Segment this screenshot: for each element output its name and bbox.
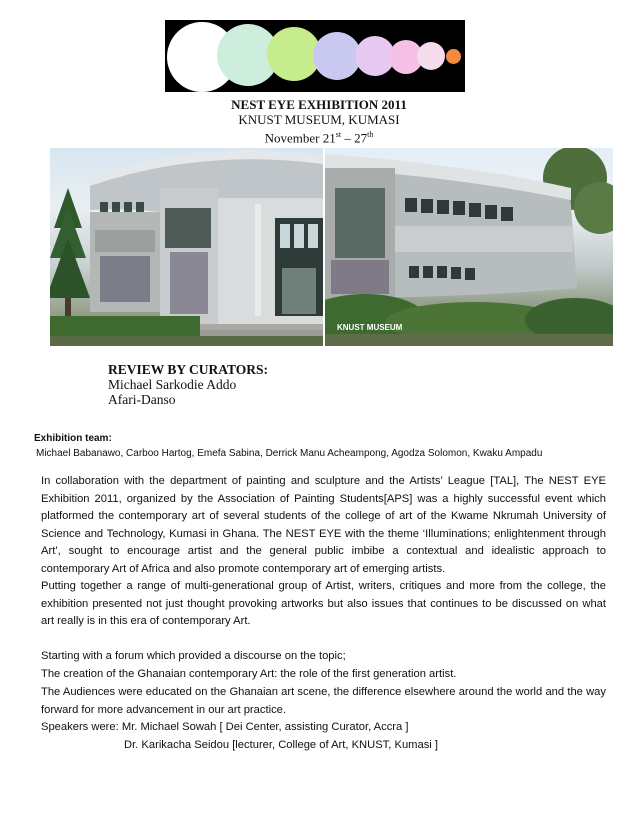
museum-photo-right	[325, 148, 613, 346]
exhibition-dates	[0, 127, 638, 145]
museum-side-illustration	[325, 148, 613, 346]
curator-name-1: Michael Sarkodie Addo	[108, 377, 237, 392]
team-members: Michael Babanawo, Carboo Hartog, Emefa Sabina, Derrick Manu Acheampong, Agodza Solomon, Kwaku Ampadu	[36, 448, 543, 459]
dates-sup-st: st	[335, 130, 342, 139]
dates-mid: – 27	[341, 130, 368, 146]
paragraph-intro: In collaboration with the department of painting and sculpture and the Artists’ League [TAL], The NEST EYE Exhibition 2011, organized by the Association of Painting Students[APS] was a highly successful event which platformed the contemporary art of several students of the college of art of the Kwame Nkrumah University of Science and Technology, Kumasi in Ghana. The NEST EYE with the theme ‘Illuminations; enlightenment through Art’, sought to encourage artist and the general public imbibe a contextual and idealistic approach to contemporary Art of Africa and also promote contemporary art of emerging artists.	[41, 475, 606, 575]
museum-entrance-illustration	[50, 148, 323, 346]
exhibition-venue: KNUST MUSEUM, KUMASI	[238, 112, 400, 127]
banner-circle-7	[417, 42, 445, 70]
banner-circle-8	[446, 49, 461, 64]
exhibition-title: NEST EYE EXHIBITION 2011	[231, 97, 407, 112]
paragraph-generations: Putting together a range of multi-generational group of Artist, writers, critiques and more from the college, the exhibition presented not just thought provoking artworks but also issues that continues to be discussed on what art really is in this era of contemporary Art.	[41, 580, 606, 627]
audience-paragraph: The Audiences were educated on the Ghanaian art scene, the difference elsewhere around the world and the way forward for more advancement in our art practice.	[41, 686, 606, 716]
curator-name-2: Afari-Danso	[108, 392, 176, 407]
banner-circle-4	[313, 32, 361, 80]
museum-photo-left	[50, 148, 323, 346]
review-title: REVIEW BY CURATORS:	[108, 362, 269, 377]
forum-topic: The creation of the Ghanaian contemporary Art: the role of the first generation artist.	[41, 668, 457, 680]
photo-caption: KNUST MUSEUM	[337, 323, 403, 332]
forum-intro: Starting with a forum which provided a discourse on the topic;	[41, 650, 346, 662]
dates-sup-th: th	[367, 130, 374, 139]
exhibition-banner-logo	[165, 20, 465, 92]
speaker-1: Speakers were: Mr. Michael Sowah [ Dei Center, assisting Curator, Accra ]	[41, 721, 409, 733]
speaker-2: Dr. Karikacha Seidou [lecturer, College of Art, KNUST, Kumasi ]	[124, 739, 439, 751]
dates-prefix: November 21	[264, 130, 336, 146]
team-label: Exhibition team:	[34, 433, 112, 444]
